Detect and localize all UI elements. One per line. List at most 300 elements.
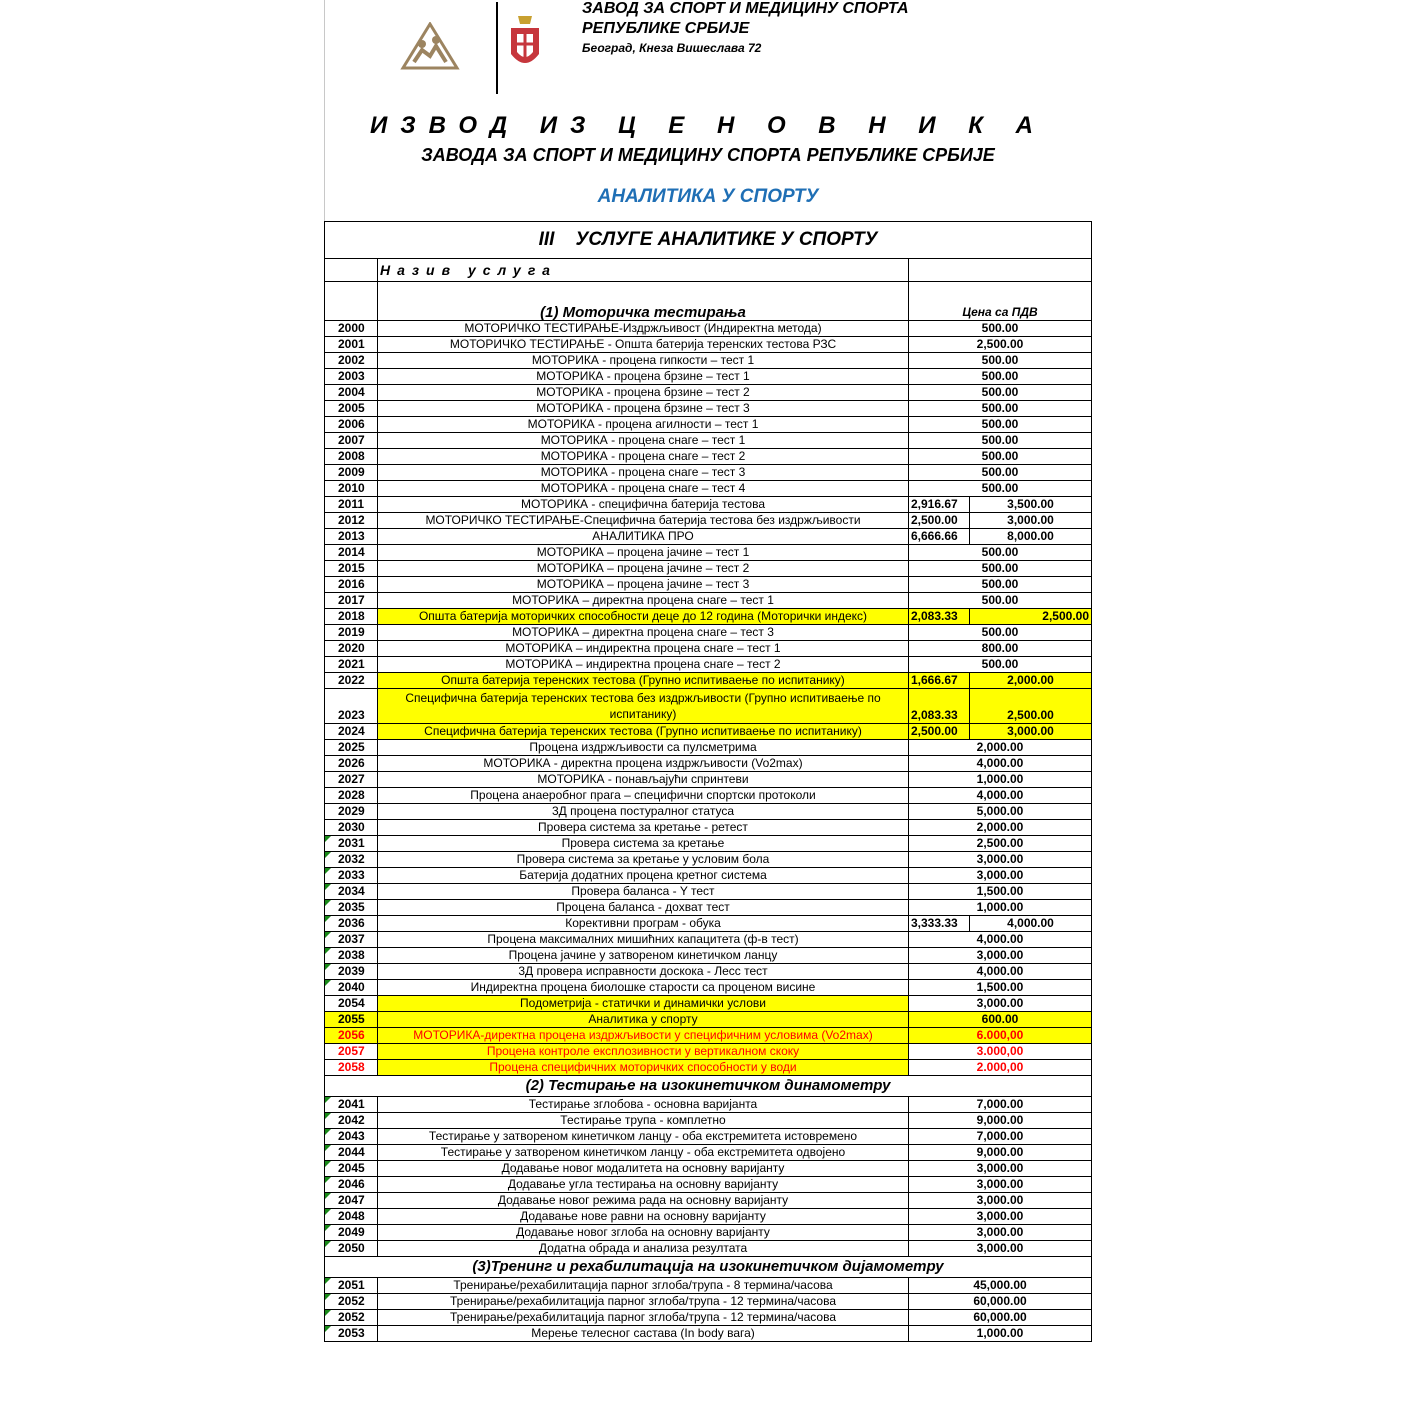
price-with-vat: 3,000.00 (909, 852, 1092, 868)
service-name: МОТОРИЧКО ТЕСТИРАЊЕ - Општа батерија теренских тестова РЗС (378, 337, 909, 353)
service-code-text: 2015 (338, 561, 365, 575)
price-table (324, 221, 1092, 1342)
table-row (325, 1145, 1092, 1161)
service-code-text: 2025 (338, 740, 365, 754)
table-row (325, 868, 1092, 884)
service-code (325, 1028, 378, 1044)
price-with-vat: 2,000.00 (909, 740, 1092, 756)
category-title: АНАЛИТИКА У СПОРТУ (597, 186, 819, 207)
table-row (325, 561, 1092, 577)
price-with-vat: 4,000.00 (909, 964, 1092, 980)
service-code-text: 2055 (338, 1012, 365, 1026)
service-code (325, 916, 378, 932)
price-with-vat: 3,000.00 (909, 1241, 1092, 1257)
price-with-vat: 3,000.00 (970, 513, 1092, 529)
service-code-text: 2026 (338, 756, 365, 770)
service-name: МОТОРИКА - процена снаге – тест 1 (378, 433, 909, 449)
table-row (325, 689, 1092, 724)
price-with-vat: 1,500.00 (909, 884, 1092, 900)
service-name: Додавање новог режима рада на основну варијанту (378, 1193, 909, 1209)
table-row (325, 1225, 1092, 1241)
price-with-vat: 800.00 (909, 641, 1092, 657)
cell-note-marker-icon (325, 1209, 331, 1215)
service-name: Провера система за кретање - ретест (378, 820, 909, 836)
service-code-text: 2038 (338, 948, 365, 962)
service-name: МОТОРИКА – индиректна процена снаге – тест 1 (378, 641, 909, 657)
table-row (325, 1177, 1092, 1193)
table-row (325, 820, 1092, 836)
service-code (325, 1241, 378, 1257)
cell-note-marker-icon (325, 948, 331, 954)
table-row (325, 996, 1092, 1012)
service-code (325, 996, 378, 1012)
service-name: Тестирање зглобова - основна варијанта (378, 1097, 909, 1113)
header-separator (496, 2, 498, 94)
service-code (325, 932, 378, 948)
service-name: Провера баланса - Y тест (378, 884, 909, 900)
service-name: МОТОРИКА - специфична батерија тестова (378, 497, 909, 513)
service-name: Тренирање/рехабилитација парног зглоба/трупа - 12 термина/часова (378, 1294, 909, 1310)
service-code-text: 2048 (338, 1209, 365, 1223)
service-name: МОТОРИКА – индиректна процена снаге – тест 2 (378, 657, 909, 673)
price-with-vat: 500.00 (909, 657, 1092, 673)
price-with-vat: 2.000,00 (909, 1060, 1092, 1076)
cell-note-marker-icon (325, 964, 331, 970)
service-name: Подометрија - статички и динамички услови (378, 996, 909, 1012)
code-cell (325, 282, 378, 321)
table-row (325, 657, 1092, 673)
table-row (325, 948, 1092, 964)
table-row (325, 724, 1092, 740)
service-name: Специфична батерија теренских тестова без издржљивости (Групно испитиваење по испитанику) (378, 689, 909, 724)
service-name: Додавање новог зглоба на основну варијанту (378, 1225, 909, 1241)
service-code-text: 2057 (338, 1044, 365, 1058)
table-row (325, 337, 1092, 353)
service-code-text: 2018 (338, 609, 365, 623)
service-name: МОТОРИКА-директна процена издржљивости у специфичним условима (Vo2max) (378, 1028, 909, 1044)
service-name: Процена баланса - дохват тест (378, 900, 909, 916)
service-code (325, 756, 378, 772)
cell-note-marker-icon (325, 1326, 331, 1332)
service-code (325, 1278, 378, 1294)
price-with-vat: 60,000.00 (909, 1310, 1092, 1326)
table-row (325, 1129, 1092, 1145)
price-with-vat: 7,000.00 (909, 1129, 1092, 1145)
service-code (325, 948, 378, 964)
price-with-vat: 3,000.00 (909, 1193, 1092, 1209)
service-code-text: 2022 (338, 673, 365, 687)
price-with-vat: 7,000.00 (909, 1097, 1092, 1113)
price-with-vat: 500.00 (909, 481, 1092, 497)
service-code (325, 545, 378, 561)
institution-address: Београд, Кнеза Вишеслава 72 (582, 41, 762, 55)
price-with-vat: 2,500.00 (909, 836, 1092, 852)
service-name: Индиректна процена биолошке старости са проценом висине (378, 980, 909, 996)
service-code (325, 788, 378, 804)
price-with-vat: 2,500.00 (909, 337, 1092, 353)
table-row (325, 545, 1092, 561)
table-row (325, 1326, 1092, 1342)
group-header-row (325, 282, 1092, 321)
price-with-vat: 500.00 (909, 449, 1092, 465)
service-name: МОТОРИКА - процена снаге – тест 4 (378, 481, 909, 497)
service-name: Додавање угла тестирања на основну варијанту (378, 1177, 909, 1193)
table-row (325, 900, 1092, 916)
institute-logo-icon (400, 22, 460, 72)
service-name: Процена анаеробног прага – специфични спортски протоколи (378, 788, 909, 804)
column-header-row (325, 259, 1092, 282)
table-row (325, 1060, 1092, 1076)
price-header-cell (909, 259, 1092, 282)
service-code (325, 689, 378, 724)
service-code (325, 1326, 378, 1342)
service-code-text: 2032 (338, 852, 365, 866)
service-name: МОТОРИКА – процена јачине – тест 2 (378, 561, 909, 577)
service-name: Процена издржљивости са пулсметрима (378, 740, 909, 756)
price-with-vat: 500.00 (909, 401, 1092, 417)
service-code-text: 2049 (338, 1225, 365, 1239)
price-with-vat: 3.000,00 (909, 1044, 1092, 1060)
cell-note-marker-icon (325, 980, 331, 986)
service-code-text: 2052 (338, 1294, 365, 1308)
service-code-text: 2031 (338, 836, 365, 850)
service-name: Процена контроле експлозивности у вертикалном скоку (378, 1044, 909, 1060)
price-with-vat: 3,000.00 (909, 1209, 1092, 1225)
group-title: (3)Тренинг и рехабилитација на изокинетичком дијамометру (325, 1257, 1092, 1278)
table-row (325, 433, 1092, 449)
service-code (325, 401, 378, 417)
price-with-vat: 45,000.00 (909, 1278, 1092, 1294)
service-code-text: 2040 (338, 980, 365, 994)
table-row (325, 804, 1092, 820)
service-name: Тренирање/рехабилитација парног зглоба/трупа - 8 термина/часова (378, 1278, 909, 1294)
service-code-text: 2010 (338, 481, 365, 495)
group-header-row (325, 1076, 1092, 1097)
price-with-vat: 500.00 (909, 433, 1092, 449)
price-with-vat: 4,000.00 (909, 932, 1092, 948)
table-row (325, 1278, 1092, 1294)
cell-note-marker-icon (325, 1161, 331, 1167)
price-with-vat: 2,000.00 (970, 673, 1092, 689)
price-with-vat: 500.00 (909, 545, 1092, 561)
service-code (325, 529, 378, 545)
service-name: 3Д процена постуралног статуса (378, 804, 909, 820)
price-with-vat: 2,000.00 (909, 820, 1092, 836)
table-row (325, 593, 1092, 609)
section-title: III УСЛУГЕ АНАЛИТИКЕ У СПОРТУ (325, 222, 1092, 259)
price-without-vat: 2,916.67 (909, 497, 970, 513)
service-code-text: 2016 (338, 577, 365, 591)
cell-note-marker-icon (325, 1278, 331, 1284)
service-code (325, 561, 378, 577)
price-with-vat: 500.00 (909, 577, 1092, 593)
table-row (325, 481, 1092, 497)
service-code-text: 2051 (338, 1278, 365, 1292)
service-code (325, 1294, 378, 1310)
service-code-text: 2003 (338, 369, 365, 383)
service-name: МОТОРИКА - процена брзине – тест 2 (378, 385, 909, 401)
service-code-text: 2044 (338, 1145, 365, 1159)
service-name: Процена јачине у затвореном кинетичком ланцу (378, 948, 909, 964)
institution-name-line1: ЗАВОД ЗА СПОРТ И МЕДИЦИНУ СПОРТА (582, 0, 909, 17)
service-name: МОТОРИКА - понављајући спринтеви (378, 772, 909, 788)
table-row (325, 980, 1092, 996)
service-code-text: 2035 (338, 900, 365, 914)
table-row (325, 1209, 1092, 1225)
cell-note-marker-icon (325, 900, 331, 906)
price-with-vat: 1,000.00 (909, 900, 1092, 916)
service-code-text: 2045 (338, 1161, 365, 1175)
serbia-coat-of-arms-icon (508, 10, 542, 74)
service-code (325, 852, 378, 868)
price-with-vat: 9,000.00 (909, 1145, 1092, 1161)
service-code (325, 673, 378, 689)
price-with-vat: 3,000.00 (909, 996, 1092, 1012)
price-without-vat: 6,666.66 (909, 529, 970, 545)
service-code (325, 820, 378, 836)
service-code (325, 1012, 378, 1028)
service-name: МОТОРИКА – процена јачине – тест 1 (378, 545, 909, 561)
service-code (325, 868, 378, 884)
service-name: Тренирање/рехабилитација парног зглоба/трупа - 12 термина/часова (378, 1310, 909, 1326)
cell-note-marker-icon (325, 1310, 331, 1316)
price-with-vat: 2,500.00 (970, 689, 1092, 724)
service-name: МОТОРИКА - процена брзине – тест 3 (378, 401, 909, 417)
service-name: МОТОРИКА – процена јачине – тест 3 (378, 577, 909, 593)
service-code (325, 513, 378, 529)
table-row (325, 964, 1092, 980)
service-code-text: 2004 (338, 385, 365, 399)
table-row (325, 1310, 1092, 1326)
table-row (325, 740, 1092, 756)
service-code-text: 2002 (338, 353, 365, 367)
price-with-vat: 500.00 (909, 625, 1092, 641)
service-code (325, 1193, 378, 1209)
table-row (325, 641, 1092, 657)
service-code (325, 1097, 378, 1113)
table-row (325, 1161, 1092, 1177)
table-row (325, 852, 1092, 868)
service-code-text: 2056 (338, 1028, 365, 1042)
table-row (325, 401, 1092, 417)
service-code-text: 2017 (338, 593, 365, 607)
table-row (325, 1044, 1092, 1060)
price-with-vat: 8,000.00 (970, 529, 1092, 545)
service-code (325, 1060, 378, 1076)
cell-note-marker-icon (325, 916, 331, 922)
service-code-text: 2014 (338, 545, 365, 559)
price-with-vat: 3,000.00 (909, 868, 1092, 884)
service-name: Мерење телесног састава (In body вага) (378, 1326, 909, 1342)
document-subtitle: ЗАВОДА ЗА СПОРТ И МЕДИЦИНУ СПОРТА РЕПУБЛИКЕ СРБИЈЕ (421, 145, 995, 165)
service-code-text: 2042 (338, 1113, 365, 1127)
cell-note-marker-icon (325, 932, 331, 938)
service-code-text: 2009 (338, 465, 365, 479)
cell-note-marker-icon (325, 1225, 331, 1231)
service-code-text: 2027 (338, 772, 365, 786)
service-code-text: 2020 (338, 641, 365, 655)
service-code-text: 2005 (338, 401, 365, 415)
cell-note-marker-icon (325, 1097, 331, 1103)
price-with-vat: 500.00 (909, 385, 1092, 401)
service-code (325, 593, 378, 609)
price-with-vat: 500.00 (909, 465, 1092, 481)
service-name: Тестирање у затвореном кинетичком ланцу - оба екстремитета одвојено (378, 1145, 909, 1161)
service-code (325, 772, 378, 788)
service-code-text: 2021 (338, 657, 365, 671)
service-code (325, 625, 378, 641)
service-code-text: 2023 (338, 708, 365, 722)
table-row (325, 916, 1092, 932)
service-code (325, 724, 378, 740)
service-code (325, 609, 378, 625)
document-title: ИЗВОД ИЗ Ц Е Н О В Н И К А (370, 112, 1046, 139)
service-code-text: 2041 (338, 1097, 365, 1111)
service-code (325, 433, 378, 449)
service-name: Додавање новог модалитета на основну варијанту (378, 1161, 909, 1177)
service-code (325, 980, 378, 996)
service-code-text: 2019 (338, 625, 365, 639)
price-with-vat: 600.00 (909, 1012, 1092, 1028)
service-name: Тестирање трупа - комплетно (378, 1113, 909, 1129)
cell-note-marker-icon (325, 1177, 331, 1183)
cell-note-marker-icon (325, 1294, 331, 1300)
price-list-sheet (324, 0, 1092, 1418)
service-code (325, 497, 378, 513)
table-row (325, 756, 1092, 772)
table-row (325, 836, 1092, 852)
service-code (325, 1129, 378, 1145)
price-without-vat: 2,500.00 (909, 513, 970, 529)
service-code-text: 2036 (338, 916, 365, 930)
service-code (325, 884, 378, 900)
service-code (325, 577, 378, 593)
price-without-vat: 3,333.33 (909, 916, 970, 932)
service-code (325, 1209, 378, 1225)
service-code-text: 2006 (338, 417, 365, 431)
service-code-text: 2013 (338, 529, 365, 543)
table-row (325, 353, 1092, 369)
service-code-text: 2001 (338, 337, 365, 351)
cell-note-marker-icon (325, 868, 331, 874)
price-with-vat: 5,000.00 (909, 804, 1092, 820)
service-name: МОТОРИКА - директна процена издржљивости (Vo2max) (378, 756, 909, 772)
price-with-vat: 3,000.00 (909, 1161, 1092, 1177)
service-name: МОТОРИКА - процена брзине – тест 1 (378, 369, 909, 385)
service-code (325, 1113, 378, 1129)
table-row (325, 529, 1092, 545)
code-header (325, 259, 378, 282)
price-with-vat: 3,000.00 (909, 1177, 1092, 1193)
service-code-text: 2029 (338, 804, 365, 818)
table-row (325, 1113, 1092, 1129)
service-code-text: 2052 (338, 1310, 365, 1324)
service-code (325, 1044, 378, 1060)
table-row (325, 609, 1092, 625)
service-code-text: 2058 (338, 1060, 365, 1074)
cell-note-marker-icon (325, 1113, 331, 1119)
service-name: МОТОРИЧКО ТЕСТИРАЊЕ-Специфична батерија тестова без издржљивости (378, 513, 909, 529)
service-name: Специфична батерија теренских тестова (Групно испитиваење по испитанику) (378, 724, 909, 740)
service-name: МОТОРИКА - процена гипкости – тест 1 (378, 353, 909, 369)
price-with-vat: 1,000.00 (909, 772, 1092, 788)
service-name: Провера система за кретање у условим бола (378, 852, 909, 868)
service-name: Додавање нове равни на основну варијанту (378, 1209, 909, 1225)
price-without-vat: 1,666.67 (909, 673, 970, 689)
service-code-text: 2012 (338, 513, 365, 527)
group-header-row (325, 1257, 1092, 1278)
service-name: Корективни програм - обука (378, 916, 909, 932)
price-without-vat: 2,500.00 (909, 724, 970, 740)
price-with-vat: 3,500.00 (970, 497, 1092, 513)
service-name: МОТОРИКА - процена снаге – тест 3 (378, 465, 909, 481)
price-with-vat: 3,000.00 (970, 724, 1092, 740)
service-code (325, 1225, 378, 1241)
price-with-vat: 3,000.00 (909, 1225, 1092, 1241)
service-code (325, 1161, 378, 1177)
price-with-vat: 1,000.00 (909, 1326, 1092, 1342)
cell-note-marker-icon (325, 1145, 331, 1151)
service-code-text: 2046 (338, 1177, 365, 1191)
table-row (325, 1241, 1092, 1257)
service-code-text: 2053 (338, 1326, 365, 1340)
service-name: Додатна обрада и анализа резултата (378, 1241, 909, 1257)
service-code (325, 740, 378, 756)
service-code-text: 2047 (338, 1193, 365, 1207)
service-code-text: 2000 (338, 321, 365, 335)
service-name: Процена специфичних моторичких способности у води (378, 1060, 909, 1076)
table-row (325, 884, 1092, 900)
price-with-vat: 500.00 (909, 321, 1092, 337)
service-name: Процена максималних мишићних капацитета (ф-в тест) (378, 932, 909, 948)
service-code (325, 417, 378, 433)
institution-name-line2: РЕПУБЛИКЕ СРБИЈЕ (582, 20, 750, 37)
price-with-vat: 2,500.00 (970, 609, 1092, 625)
service-code-text: 2007 (338, 433, 365, 447)
section-title-row (325, 222, 1092, 259)
price-with-vat: 3,000.00 (909, 948, 1092, 964)
service-name: Батерија додатних процена кретног система (378, 868, 909, 884)
table-row (325, 772, 1092, 788)
price-with-vat: 500.00 (909, 561, 1092, 577)
table-row (325, 497, 1092, 513)
service-name: Тестирање у затвореном кинетичком ланцу - оба екстремитета истовремено (378, 1129, 909, 1145)
service-code-text: 2043 (338, 1129, 365, 1143)
service-code-text: 2028 (338, 788, 365, 802)
cell-note-marker-icon (325, 1241, 331, 1247)
service-code (325, 353, 378, 369)
price-with-vat: 500.00 (909, 593, 1092, 609)
price-with-vat: 500.00 (909, 353, 1092, 369)
table-row (325, 1097, 1092, 1113)
service-code-text: 2039 (338, 964, 365, 978)
service-name: Општа батерија моторичких способности деце до 12 година (Моторички индекс) (378, 609, 909, 625)
cell-note-marker-icon (325, 852, 331, 858)
service-name: 3Д провера исправности доскока - Лесс тест (378, 964, 909, 980)
service-code (325, 449, 378, 465)
price-with-vat: 500.00 (909, 417, 1092, 433)
service-code (325, 481, 378, 497)
service-code (325, 964, 378, 980)
cell-note-marker-icon (325, 884, 331, 890)
service-code (325, 321, 378, 337)
service-code (325, 465, 378, 481)
service-name: АНАЛИТИКА ПРО (378, 529, 909, 545)
table-row (325, 1028, 1092, 1044)
service-code-text: 2011 (338, 497, 365, 511)
service-code-text: 2008 (338, 449, 365, 463)
service-name: МОТОРИЧКО ТЕСТИРАЊЕ-Издржљивост (Индиректна метода) (378, 321, 909, 337)
